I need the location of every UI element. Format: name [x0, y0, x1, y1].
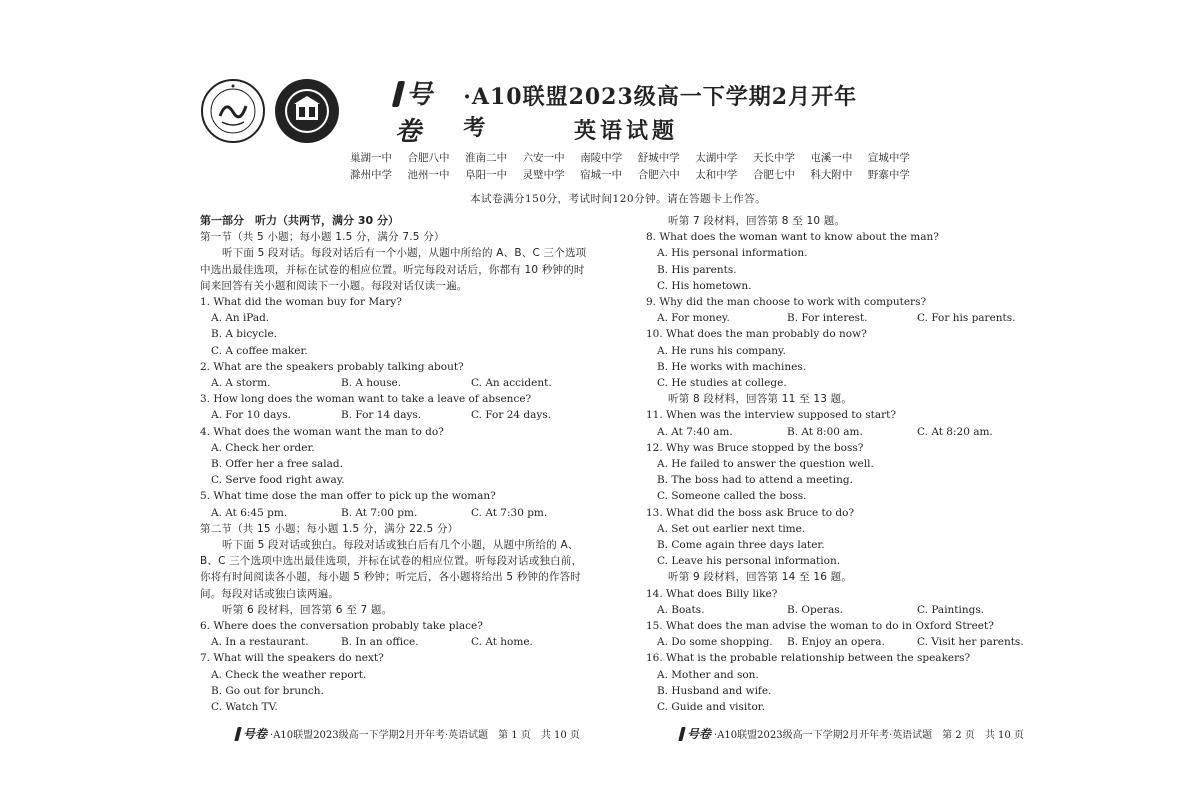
option: C. Watch TV. [211, 701, 278, 714]
option: A. For money. [657, 312, 730, 325]
option: A. He runs his company. [657, 344, 786, 357]
options-row [200, 407, 620, 423]
school-name: 合肥七中 [752, 169, 795, 181]
school-name: 野寨中学 [867, 169, 910, 181]
options-row [200, 634, 620, 650]
options-row [200, 375, 620, 391]
options-row [200, 505, 620, 521]
option: B. At 7:00 pm. [341, 506, 418, 519]
option: C. Guide and visitor. [657, 701, 765, 714]
option: C. His hometown. [657, 279, 752, 292]
school-name: 淮南二中 [465, 152, 508, 164]
material-note: 听第 9 段材料，回答第 14 至 16 题。 [668, 571, 853, 584]
option: A. He failed to answer the question well. [657, 458, 874, 471]
question: 14. What does Billy like? [646, 587, 778, 600]
question: 2. What are the speakers probably talking about? [200, 360, 464, 373]
question: 9. Why did the man choose to work with computers? [646, 296, 927, 309]
school-name: 合肥六中 [637, 169, 680, 181]
question: 1. What did the woman buy for Mary? [200, 296, 402, 309]
option: B. Come again three days later. [657, 539, 825, 552]
option: B. For 14 days. [341, 409, 422, 422]
question: 7. What will the speakers do next? [200, 652, 384, 665]
school-name: 阜阳一中 [465, 169, 508, 181]
option: B. In an office. [341, 636, 419, 649]
option: C. Leave his personal information. [657, 555, 841, 568]
page-footer-left: 号卷 ·A10联盟2023级高一下学期2月开年考·英语试题 第 1 页 共 10 页 [236, 725, 580, 742]
exam-title-text: ·A10联盟2023级高一下学期2月开年考 [463, 84, 858, 141]
school-name: 灵璧中学 [522, 169, 565, 181]
school-name: 滁州中学 [350, 169, 392, 181]
brand-mark: 号卷 [395, 74, 459, 148]
option: A. Set out earlier next time. [657, 522, 806, 535]
option: B. For interest. [787, 312, 868, 325]
option: B. He works with machines. [657, 360, 807, 373]
school-name: 宣城中学 [867, 152, 910, 164]
instructions: 间来回答有关小题和阅读下一小题。每段对话仅读一遍。 [200, 279, 468, 292]
question: 11. When was the interview supposed to start? [646, 409, 897, 422]
option: B. A house. [341, 377, 402, 390]
school-name: 南陵中学 [580, 152, 623, 164]
exam-notice: 本试卷满分150分，考试时间120分钟。请在答题卡上作答。 [470, 193, 767, 205]
school-name: 舒城中学 [637, 152, 680, 164]
option: A. At 7:40 am. [657, 425, 733, 438]
option: C. Someone called the boss. [657, 490, 807, 503]
school-name: 合肥八中 [407, 152, 450, 164]
options-row [646, 634, 1066, 650]
option: B. A bicycle. [211, 328, 277, 341]
options-row [646, 310, 1066, 326]
option: A. Check her order. [211, 441, 315, 454]
footer-text: ·A10联盟2023级高一下学期2月开年考·英语试题 第 1 页 共 10 页 [270, 730, 580, 741]
instructions: B、C 三个选项中选出最佳选项，并标在试卷的相应位置。听每段对话或独白前， [200, 555, 583, 568]
option: A. Mother and son. [657, 668, 759, 681]
left-column [200, 213, 620, 715]
options-row [646, 602, 1066, 618]
right-column [646, 213, 1066, 715]
question: 12. Why was Bruce stopped by the boss? [646, 441, 864, 454]
section-heading: 第二节（共 15 小题；每小题 1.5 分，满分 22.5 分） [200, 522, 459, 535]
header-logos [200, 78, 340, 144]
page-footer-right: 号卷 ·A10联盟2023级高一下学期2月开年考·英语试题 第 2 页 共 10 页 [680, 725, 1024, 742]
question: 5. What time dose the man offer to pick up the woman? [200, 490, 496, 503]
question: 4. What does the woman want the man to do? [200, 425, 444, 438]
school-list [350, 150, 910, 184]
option: C. For 24 days. [471, 409, 552, 422]
option: A. For 10 days. [211, 409, 291, 422]
option: A. Check the weather report. [211, 668, 367, 681]
option: C. At 8:20 am. [917, 425, 993, 438]
school-row-1 [350, 150, 910, 167]
question: 3. How long does the woman want to take a leave of absence? [200, 393, 532, 406]
material-note: 听第 7 段材料，回答第 8 至 10 题。 [668, 215, 846, 227]
instructions: 间。每段对话或独白读两遍。 [200, 587, 340, 600]
option: C. Paintings. [917, 603, 985, 616]
school-name: 太湖中学 [695, 152, 738, 164]
option: C. Visit her parents. [917, 636, 1024, 649]
instructions: 中选出最佳选项，并标在试卷的相应位置。听完每段对话后，你都有 10 秒钟的时 [200, 263, 585, 276]
option: A. A storm. [211, 377, 271, 390]
options-row [646, 424, 1066, 440]
question: 13. What did the boss ask Bruce to do? [646, 506, 855, 519]
option: C. An accident. [471, 377, 552, 390]
option: A. Boats. [657, 603, 705, 616]
school-name: 巢湖一中 [350, 152, 392, 164]
option: C. Serve food right away. [211, 474, 345, 487]
option: A. In a restaurant. [211, 636, 309, 649]
school-row-2 [350, 167, 910, 184]
school-name: 屯溪一中 [810, 152, 853, 164]
school-name: 太和中学 [695, 169, 738, 181]
school-name: 宿城一中 [580, 169, 623, 181]
question: 15. What does the man advise the woman to do in Oxford Street? [646, 620, 994, 633]
option: B. Go out for brunch. [211, 684, 324, 697]
option: A. Do some shopping. [657, 636, 773, 649]
option: B. At 8:00 am. [787, 425, 863, 438]
option: B. Offer her a free salad. [211, 458, 343, 471]
question: 6. Where does the conversation probably take place? [200, 620, 483, 633]
part-heading: 第一部分 听力（共两节，满分 30 分） [200, 214, 399, 227]
school-name: 天长中学 [752, 152, 795, 164]
option: B. His parents. [657, 263, 737, 276]
option: C. At home. [471, 636, 533, 649]
option: C. At 7:30 pm. [471, 506, 548, 519]
footer-text: ·A10联盟2023级高一下学期2月开年考·英语试题 第 2 页 共 10 页 [714, 730, 1024, 741]
school-name: 池州一中 [407, 169, 450, 181]
option: B. Husband and wife. [657, 684, 772, 697]
instructions: 听下面 5 段对话。每段对话后有一个小题，从题中所给的 A、B、C 三个选项 [222, 247, 587, 260]
section-heading: 第一节（共 5 小题；每小题 1.5 分，满分 7.5 分） [200, 231, 445, 244]
option: B. Operas. [787, 603, 843, 616]
question: 10. What does the man probably do now? [646, 328, 867, 341]
exam-subtitle: 英语试题 [574, 118, 679, 144]
option: C. For his parents. [917, 312, 1016, 325]
option: B. Enjoy an opera. [787, 636, 885, 649]
question: 8. What does the woman want to know about the man? [646, 231, 939, 244]
option: A. At 6:45 pm. [211, 506, 288, 519]
school-name: 六安一中 [522, 152, 565, 164]
wanzhi-seal-logo [274, 78, 340, 144]
option: B. The boss had to attend a meeting. [657, 474, 853, 487]
option: A. His personal information. [657, 247, 808, 260]
school-name: 科大附中 [810, 169, 853, 181]
question: 16. What is the probable relationship between the speakers? [646, 652, 971, 665]
option: C. A coffee maker. [211, 344, 308, 357]
material-note: 听第 6 段材料，回答第 6 至 7 题。 [222, 603, 393, 616]
option: C. He studies at college. [657, 377, 787, 390]
material-note: 听第 8 段材料，回答第 11 至 13 题。 [668, 393, 853, 406]
instructions: 你将有时间阅读各小题，每小题 5 秒钟；听完后，各小题将给出 5 秒钟的作答时 [200, 571, 582, 584]
alliance-seal-logo [200, 78, 266, 144]
option: A. An iPad. [211, 312, 270, 325]
instructions: 听下面 5 段对话或独白。每段对话或独白后有几个小题，从题中所给的 A、 [222, 539, 579, 552]
